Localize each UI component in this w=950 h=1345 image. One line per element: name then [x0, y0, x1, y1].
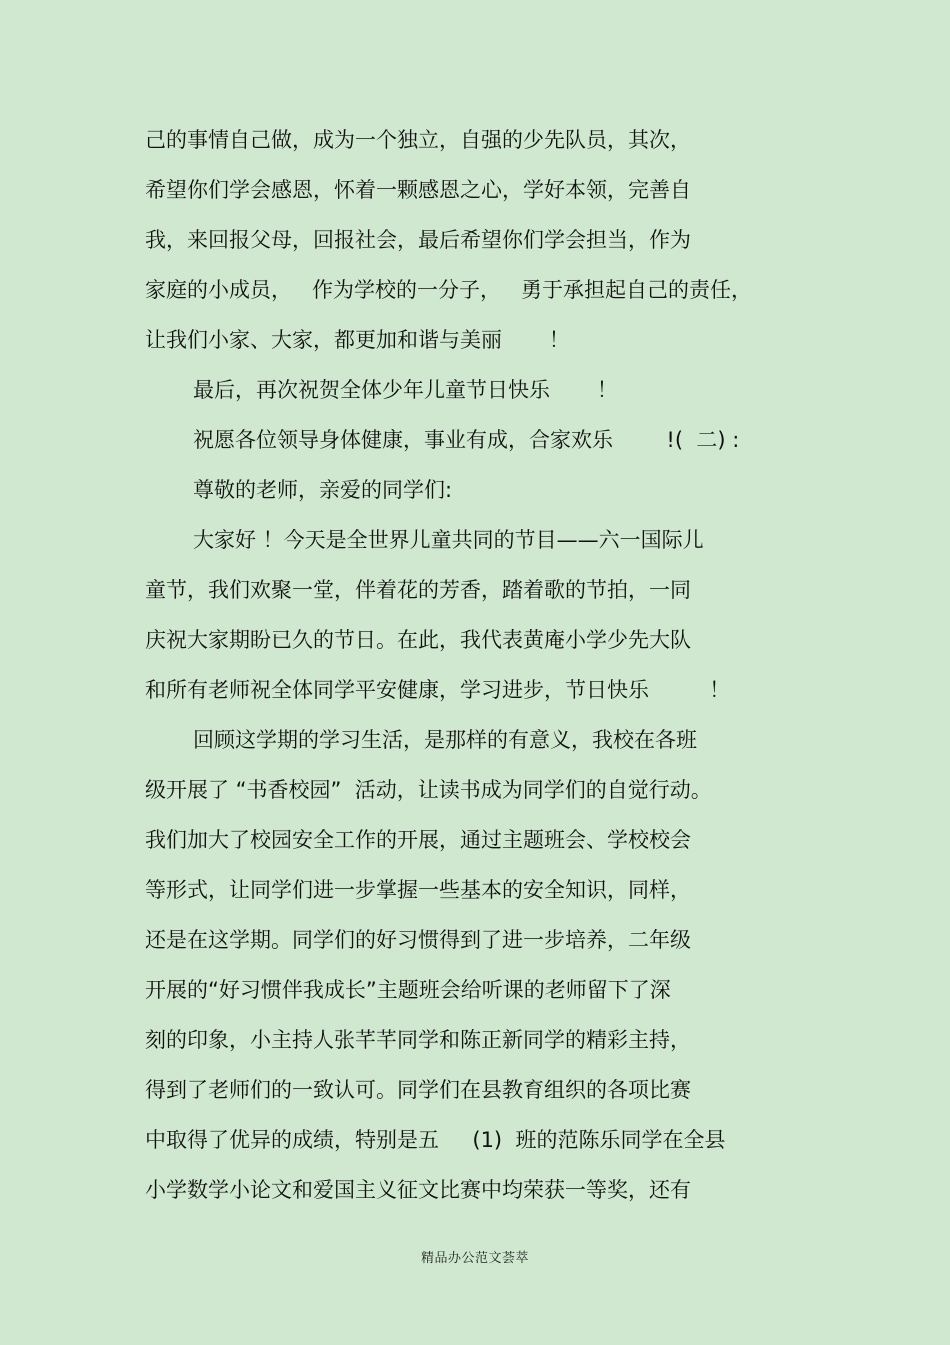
text-line: 童节，我们欢聚一堂，伴着花的芳香，踏着歌的节拍，一同 — [145, 578, 691, 602]
text-line: 开展的“好习惯伴我成长”主题班会给听课的老师留下了深 — [145, 978, 671, 1002]
text-line: 我们加大了校园安全工作的开展，通过主题班会、学校校会 — [145, 828, 691, 852]
text-line: 家庭的小成员， 作为学校的一分子， 勇于承担起自己的责任， — [145, 278, 753, 302]
text-line: 尊敬的老师，亲爱的同学们: — [193, 478, 453, 502]
text-line: 己的事情自己做，成为一个独立，自强的少先队员，其次， — [145, 128, 691, 152]
text-line: 得到了老师们的一致认可。同学们在县教育组织的各项比赛 — [145, 1078, 691, 1102]
text-line: 小学数学小论文和爱国主义征文比赛中均荣获一等奖，还有 — [145, 1178, 691, 1202]
text-line: 祝愿各位领导身体健康，事业有成，合家欢乐 !( 二) : — [193, 428, 740, 452]
text-line: 我，来回报父母，回报社会，最后希望你们学会担当，作为 — [145, 228, 691, 252]
text-line: 级开展了 “书香校园” 活动，让读书成为同学们的自觉行动。 — [145, 778, 712, 802]
text-line: 还是在这学期。同学们的好习惯得到了进一步培养，二年级 — [145, 928, 691, 952]
text-line: 最后，再次祝贺全体少年儿童节日快乐 ！ — [193, 378, 618, 402]
text-line: 大家好 ！今天是全世界儿童共同的节目——六一国际儿 — [193, 528, 704, 552]
text-line: 和所有老师祝全体同学平安健康，学习进步，节日快乐 ！ — [145, 678, 731, 702]
page-footer: 精品办公范文荟萃 — [420, 1251, 529, 1266]
text-line: 让我们小家、大家，都更加和谐与美丽 ！ — [145, 328, 570, 352]
text-line: 庆祝大家期盼已久的节日。在此，我代表黄庵小学少先大队 — [145, 628, 691, 652]
text-line: 希望你们学会感恩，怀着一颗感恩之心，学好本领，完善自 — [145, 178, 691, 202]
text-line: 刻的印象，小主持人张芊芊同学和陈正新同学的精彩主持， — [145, 1028, 691, 1052]
text-line: 中取得了优异的成绩，特别是五 (1) 班的范陈乐同学在全县 — [145, 1128, 726, 1152]
text-line: 等形式，让同学们进一步掌握一些基本的安全知识，同样， — [145, 878, 691, 902]
text-line: 回顾这学期的学习生活，是那样的有意义，我校在各班 — [193, 728, 697, 752]
